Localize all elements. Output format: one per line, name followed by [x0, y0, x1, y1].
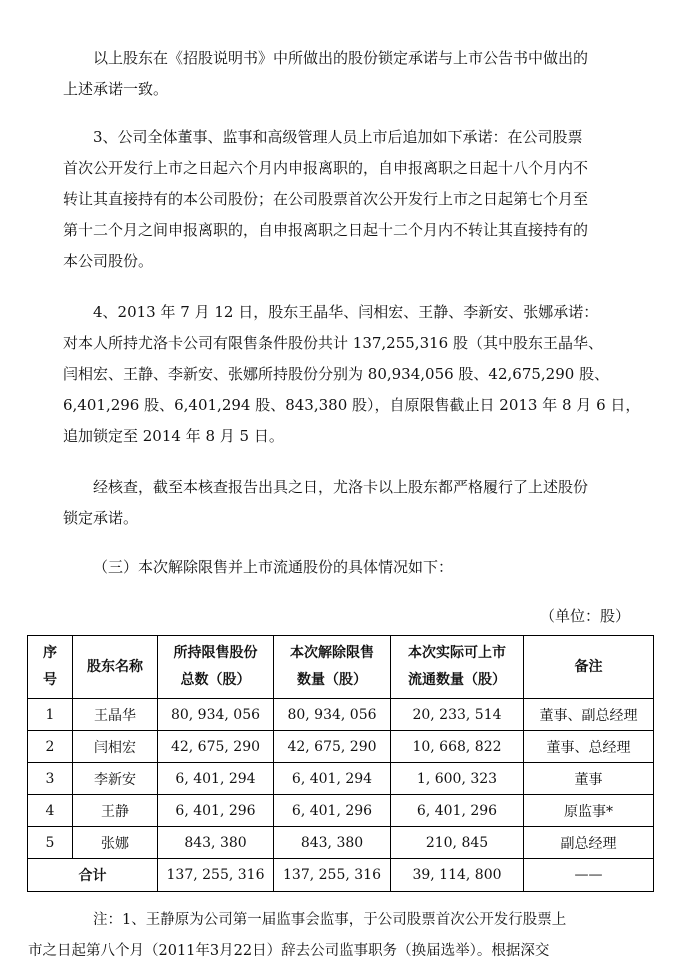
text-line: 对本人所持尤洛卡公司有限售条件股份共计 137,255,316 股（其中股东王晶华、	[63, 334, 603, 352]
table-row	[28, 795, 654, 827]
table-header-row	[28, 636, 654, 699]
cell-tradable: 6, 401, 296	[391, 795, 524, 827]
cell-tradable: 10, 668, 822	[391, 731, 524, 763]
cell-total: 6, 401, 296	[158, 795, 274, 827]
cell-name: 王晶华	[73, 699, 158, 731]
cell-no: 5	[28, 827, 73, 859]
text-line: 3、公司全体董事、监事和高级管理人员上市后追加如下承诺：在公司股票	[93, 128, 583, 146]
cell-name: 李新安	[73, 763, 158, 795]
paragraph-shareholder-commitment	[63, 297, 641, 452]
cell-no: 4	[28, 795, 73, 827]
cell-released: 6, 401, 296	[274, 795, 391, 827]
header-tradable: 本次实际可上市 流通数量（股）	[391, 636, 524, 699]
cell-total: 843, 380	[158, 827, 274, 859]
cell-released: 843, 380	[274, 827, 391, 859]
cell-remark: 董事	[524, 763, 654, 795]
total-total: 137, 255, 316	[158, 859, 274, 892]
cell-tradable: 20, 233, 514	[391, 699, 524, 731]
header-no: 序 号	[28, 636, 73, 699]
header-total: 所持限售股份 总数（股）	[158, 636, 274, 699]
paragraph-management-commitment	[63, 122, 623, 277]
cell-tradable: 1, 600, 323	[391, 763, 524, 795]
cell-total: 42, 675, 290	[158, 731, 274, 763]
footnote-line: 注：1、王静原为公司第一届监事会监事，于公司股票首次公开发行股票上	[93, 912, 567, 928]
table-total-row	[28, 859, 654, 892]
paragraph-lockup-consistency	[63, 43, 623, 105]
header-remark: 备注	[524, 636, 654, 699]
text-line: 4、2013 年 7 月 12 日，股东王晶华、闫相宏、王静、李新安、张娜承诺：	[93, 303, 599, 321]
text-line: 锁定承诺。	[63, 509, 139, 527]
text-line: 转让其直接持有的本公司股份；在公司股票首次公开发行上市之日起第七个月至	[63, 190, 589, 208]
header-name: 股东名称	[73, 636, 158, 699]
total-remark: ——	[524, 859, 654, 892]
table-row	[28, 827, 654, 859]
text-line: 首次公开发行上市之日起六个月内申报离职的，自申报离职之日起十八个月内不	[63, 159, 589, 177]
cell-remark: 董事、总经理	[524, 731, 654, 763]
total-released: 137, 255, 316	[274, 859, 391, 892]
text-line: 6,401,296 股、6,401,294 股、843,380 股），自原限售截止日 2013 年 8 月 6 日，	[63, 396, 641, 414]
text-line: 上述承诺一致。	[63, 80, 169, 98]
cell-remark: 副总经理	[524, 827, 654, 859]
cell-remark: 董事、副总经理	[524, 699, 654, 731]
text-line: 闫相宏、王静、李新安、张娜所持股份分别为 80,934,056 股、42,675,290 股、	[63, 365, 610, 383]
text-line: 以上股东在《招股说明书》中所做出的股份锁定承诺与上市公告书中做出的	[93, 49, 589, 67]
cell-tradable: 210, 845	[391, 827, 524, 859]
paragraph-verification	[63, 472, 623, 534]
cell-name: 王静	[73, 795, 158, 827]
cell-name: 张娜	[73, 827, 158, 859]
section-heading-text: （三）本次解除限售并上市流通股份的具体情况如下：	[93, 558, 454, 576]
cell-name: 闫相宏	[73, 731, 158, 763]
cell-total: 80, 934, 056	[158, 699, 274, 731]
text-line: 追加锁定至 2014 年 8 月 5 日。	[63, 427, 284, 445]
cell-released: 6, 401, 294	[274, 763, 391, 795]
cell-no: 1	[28, 699, 73, 731]
restricted-shares-table	[27, 635, 654, 892]
text-line: 本公司股份。	[63, 252, 154, 270]
unit-label: （单位：股）	[540, 607, 631, 625]
footnote	[28, 905, 653, 967]
cell-no: 3	[28, 763, 73, 795]
header-released: 本次解除限售 数量（股）	[274, 636, 391, 699]
cell-remark: 原监事*	[524, 795, 654, 827]
cell-total: 6, 401, 294	[158, 763, 274, 795]
table-row	[28, 731, 654, 763]
text-line: 第十二个月之间申报离职的，自申报离职之日起十二个月内不转让其直接持有的	[63, 221, 589, 239]
text-line: 经核查，截至本核查报告出具之日，尤洛卡以上股东都严格履行了上述股份	[93, 478, 589, 496]
total-tradable: 39, 114, 800	[391, 859, 524, 892]
footnote-line: 市之日起第八个月（2011年3月22日）辞去公司监事职务（换届选举）。根据深交	[28, 943, 550, 959]
cell-released: 80, 934, 056	[274, 699, 391, 731]
section-heading	[63, 552, 623, 583]
table-row	[28, 763, 654, 795]
table-row	[28, 699, 654, 731]
total-label: 合计	[28, 859, 158, 892]
cell-no: 2	[28, 731, 73, 763]
cell-released: 42, 675, 290	[274, 731, 391, 763]
